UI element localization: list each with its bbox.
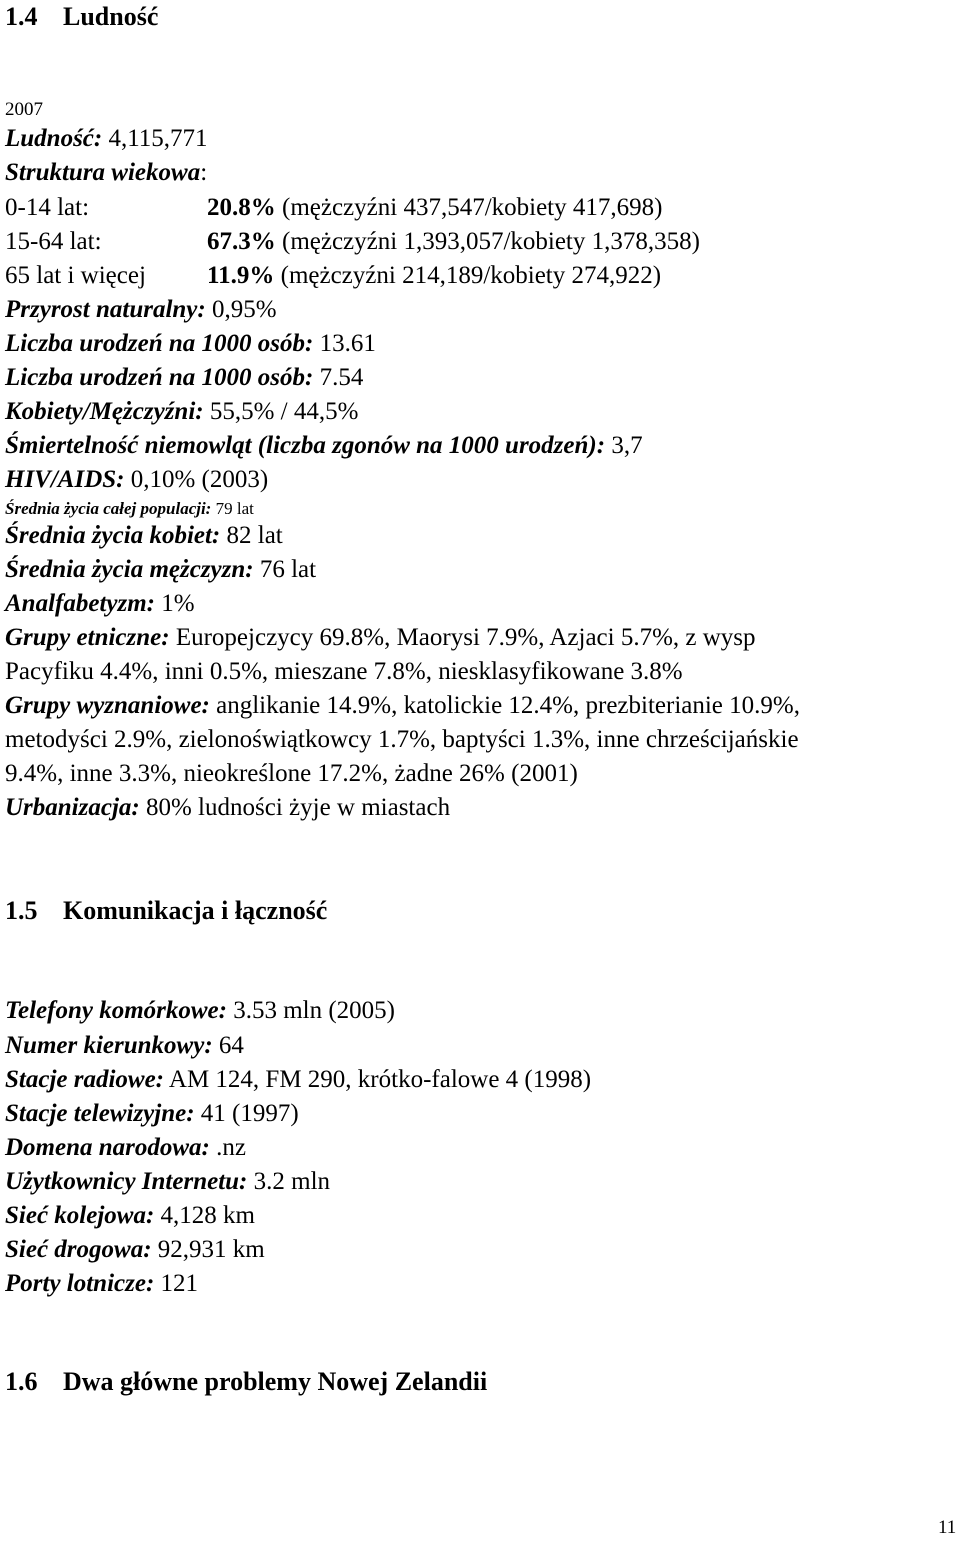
fact-label: Przyrost naturalny: bbox=[5, 296, 206, 323]
fact-line bbox=[5, 589, 195, 619]
section-number: 1.4 bbox=[5, 2, 38, 31]
fact-value: 55,5% / 44,5% bbox=[203, 398, 359, 425]
fact-value: 4,128 km bbox=[154, 1202, 255, 1229]
ethnic-label: Grupy etniczne: bbox=[5, 624, 170, 651]
age-row-pct: 67.3% bbox=[207, 228, 276, 255]
fact-value: 3.53 mln (2005) bbox=[226, 997, 396, 1024]
fact-label: Średnia życia kobiet: bbox=[5, 522, 221, 549]
fact-line bbox=[5, 431, 643, 461]
fact-value: 0,10% (2003) bbox=[124, 466, 269, 493]
fact-value: .nz bbox=[209, 1134, 246, 1161]
population-label: Ludność: bbox=[5, 125, 103, 152]
fact-label: Stacje telewizyjne: bbox=[5, 1100, 195, 1127]
religion-label: Grupy wyznaniowe: bbox=[5, 692, 210, 719]
comm-fact-line bbox=[5, 996, 395, 1026]
age-structure-label: Struktura wiekowa bbox=[5, 159, 201, 186]
fact-value: 121 bbox=[154, 1270, 199, 1297]
fact-label: Sieć drogowa: bbox=[5, 1236, 152, 1263]
age-row-detail: (mężczyźni 1,393,057/kobiety 1,378,358) bbox=[275, 228, 700, 255]
fact-value: 0,95% bbox=[205, 296, 277, 323]
age-structure-heading bbox=[5, 158, 207, 188]
fact-line bbox=[5, 397, 358, 427]
age-row-detail: (mężczyźni 437,547/kobiety 417,698) bbox=[275, 194, 663, 221]
fact-label: Numer kierunkowy: bbox=[5, 1032, 213, 1059]
fact-label: Liczba urodzeń na 1000 osób: bbox=[5, 330, 314, 357]
fact-label: Stacje radiowe: bbox=[5, 1066, 165, 1093]
fact-line bbox=[5, 494, 254, 524]
age-row-detail: (mężczyźni 214,189/kobiety 274,922) bbox=[274, 262, 662, 289]
ethnic-line-2: Pacyfiku 4.4%, inni 0.5%, mieszane 7.8%, niesklasyfikowane 3.8% bbox=[5, 658, 683, 685]
comm-fact-line bbox=[5, 1065, 591, 1095]
age-row-label: 65 lat i więcej bbox=[5, 262, 146, 289]
fact-value: 3,7 bbox=[605, 432, 643, 459]
religion-line-1 bbox=[5, 691, 800, 721]
fact-value: 64 bbox=[212, 1032, 244, 1059]
religion-line-3: 9.4%, inne 3.3%, nieokreślone 17.2%, żadne 26% (2001) bbox=[5, 760, 578, 787]
religion-text: anglikanie 14.9%, katolickie 12.4%, prezbiterianie 10.9%, bbox=[209, 692, 800, 719]
fact-line bbox=[5, 521, 283, 551]
ethnic-line-1 bbox=[5, 623, 756, 653]
fact-line bbox=[5, 465, 268, 495]
fact-value: 76 lat bbox=[253, 556, 317, 583]
religion-line-2: metodyści 2.9%, zielonoświątkowcy 1.7%, baptyści 1.3%, inne chrześcijańskie bbox=[5, 726, 799, 753]
comm-fact-line bbox=[5, 1269, 198, 1299]
section-number: 1.5 bbox=[5, 896, 38, 925]
section-number: 1.6 bbox=[5, 1367, 38, 1396]
section-title: Ludność bbox=[63, 2, 159, 31]
fact-label: HIV/AIDS: bbox=[5, 466, 125, 493]
fact-line bbox=[5, 363, 363, 393]
page-number: 11 bbox=[938, 1517, 957, 1538]
fact-label: Domena narodowa: bbox=[5, 1134, 210, 1161]
fact-value: 92,931 km bbox=[151, 1236, 265, 1263]
comm-fact-line bbox=[5, 1099, 299, 1129]
age-row bbox=[5, 193, 662, 223]
fact-label: Średnia życia całej populacji: bbox=[5, 499, 212, 518]
fact-value: 82 lat bbox=[220, 522, 283, 549]
fact-value: 41 (1997) bbox=[194, 1100, 299, 1127]
ethnic-text: Europejczycy 69.8%, Maorysi 7.9%, Azjaci 5.7%, z wysp bbox=[169, 624, 756, 651]
age-row bbox=[5, 261, 661, 291]
comm-fact-line bbox=[5, 1201, 255, 1231]
fact-label: Liczba urodzeń na 1000 osób: bbox=[5, 364, 314, 391]
age-structure-colon: : bbox=[200, 159, 208, 186]
urbanization-value: 80% ludności żyje w miastach bbox=[139, 794, 451, 821]
fact-value: AM 124, FM 290, krótko-falowe 4 (1998) bbox=[164, 1066, 592, 1093]
section-heading-1-4 bbox=[5, 2, 158, 32]
fact-label: Telefony komórkowe: bbox=[5, 997, 227, 1024]
fact-label: Sieć kolejowa: bbox=[5, 1202, 155, 1229]
fact-label: Analfabetyzm: bbox=[5, 590, 155, 617]
fact-line bbox=[5, 329, 376, 359]
fact-value: 7.54 bbox=[313, 364, 364, 391]
section-title: Komunikacja i łączność bbox=[63, 896, 328, 925]
year: 2007 bbox=[5, 99, 43, 120]
age-row bbox=[5, 227, 700, 257]
section-title: Dwa główne problemy Nowej Zelandii bbox=[63, 1367, 488, 1396]
fact-label: Kobiety/Mężczyźni: bbox=[5, 398, 204, 425]
fact-value: 79 lat bbox=[211, 499, 254, 518]
urbanization-line bbox=[5, 793, 450, 823]
fact-line bbox=[5, 555, 316, 585]
fact-value: 3.2 mln bbox=[247, 1168, 331, 1195]
age-row-pct: 11.9% bbox=[207, 262, 275, 289]
population-line bbox=[5, 124, 208, 154]
comm-fact-line bbox=[5, 1235, 265, 1265]
fact-label: Użytkownicy Internetu: bbox=[5, 1168, 248, 1195]
fact-label: Śmiertelność niemowląt (liczba zgonów na 1000 urodzeń): bbox=[5, 432, 606, 459]
section-heading-1-5 bbox=[5, 896, 327, 926]
age-row-label: 15-64 lat: bbox=[5, 228, 102, 255]
comm-fact-line bbox=[5, 1031, 244, 1061]
fact-label: Średnia życia mężczyzn: bbox=[5, 556, 254, 583]
age-row-label: 0-14 lat: bbox=[5, 194, 90, 221]
age-row-pct: 20.8% bbox=[207, 194, 276, 221]
section-heading-1-6 bbox=[5, 1367, 487, 1397]
comm-fact-line bbox=[5, 1133, 246, 1163]
fact-line bbox=[5, 295, 277, 325]
fact-value: 1% bbox=[155, 590, 195, 617]
urbanization-label: Urbanizacja: bbox=[5, 794, 140, 821]
fact-label: Porty lotnicze: bbox=[5, 1270, 155, 1297]
comm-fact-line bbox=[5, 1167, 330, 1197]
population-value: 4,115,771 bbox=[108, 125, 208, 152]
fact-value: 13.61 bbox=[313, 330, 376, 357]
